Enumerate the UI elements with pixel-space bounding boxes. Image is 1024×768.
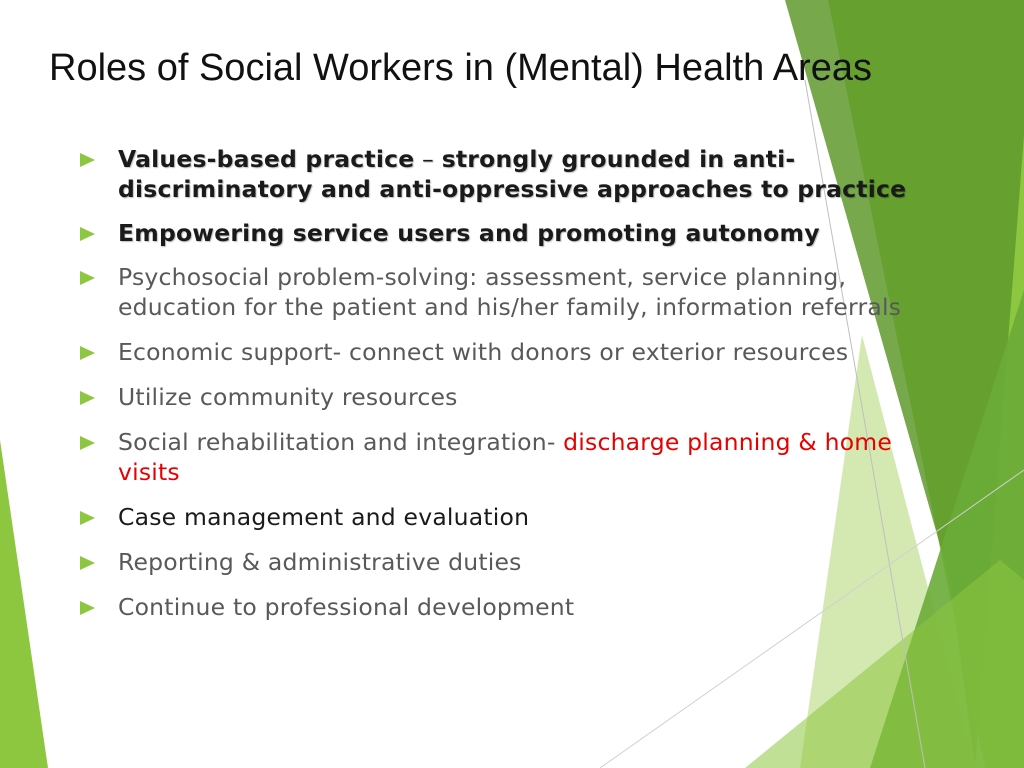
- bullet-arrow-icon: [80, 346, 95, 360]
- bullet-text: [118, 427, 950, 487]
- bullet-arrow-icon: [80, 601, 95, 615]
- bullet-list: [80, 144, 950, 637]
- bullet-text: Utilize community resources: [118, 383, 458, 411]
- bullet-arrow-icon: [80, 556, 95, 570]
- bullet-text: Case management and evaluation: [118, 503, 530, 531]
- left-green-triangle: [0, 440, 48, 768]
- slide-title: Roles of Social Workers in (Mental) Health Areas: [49, 47, 872, 89]
- bullet-text-separator: –: [414, 145, 442, 173]
- bullet-arrow-icon: [80, 436, 95, 450]
- bullet-highlight-text: discharge planning & home visits: [118, 428, 893, 486]
- bullet-item: [80, 502, 950, 532]
- bullet-item: [80, 427, 950, 487]
- bullet-arrow-icon: [80, 153, 95, 167]
- bullet-text-part: Social rehabilitation and integration-: [118, 428, 564, 456]
- bullet-text: [118, 144, 950, 204]
- bullet-text: Empowering service users and promoting autonomy: [118, 219, 820, 247]
- bullet-item: [80, 547, 950, 577]
- bullet-arrow-icon: [80, 511, 95, 525]
- bullet-item: [80, 144, 950, 204]
- bullet-item: [80, 218, 950, 248]
- bullet-text: Continue to professional development: [118, 593, 575, 621]
- bullet-arrow-icon: [80, 271, 95, 285]
- bullet-arrow-icon: [80, 227, 95, 241]
- bullet-item: [80, 592, 950, 622]
- bullet-text: Economic support- connect with donors or exterior resources: [118, 338, 849, 366]
- bullet-text: Reporting & administrative duties: [118, 548, 522, 576]
- bullet-text-part: strongly grounded in anti-discriminatory and anti-oppressive approaches to practice: [118, 145, 907, 203]
- bullet-text: Psychosocial problem-solving: assessment, service planning, education for the patient and his/her family, information referrals: [118, 263, 902, 321]
- bullet-item: [80, 382, 950, 412]
- bullet-text-part: Values-based practice: [118, 145, 415, 173]
- bullet-item: [80, 262, 950, 322]
- bullet-arrow-icon: [80, 391, 95, 405]
- bullet-item: [80, 337, 950, 367]
